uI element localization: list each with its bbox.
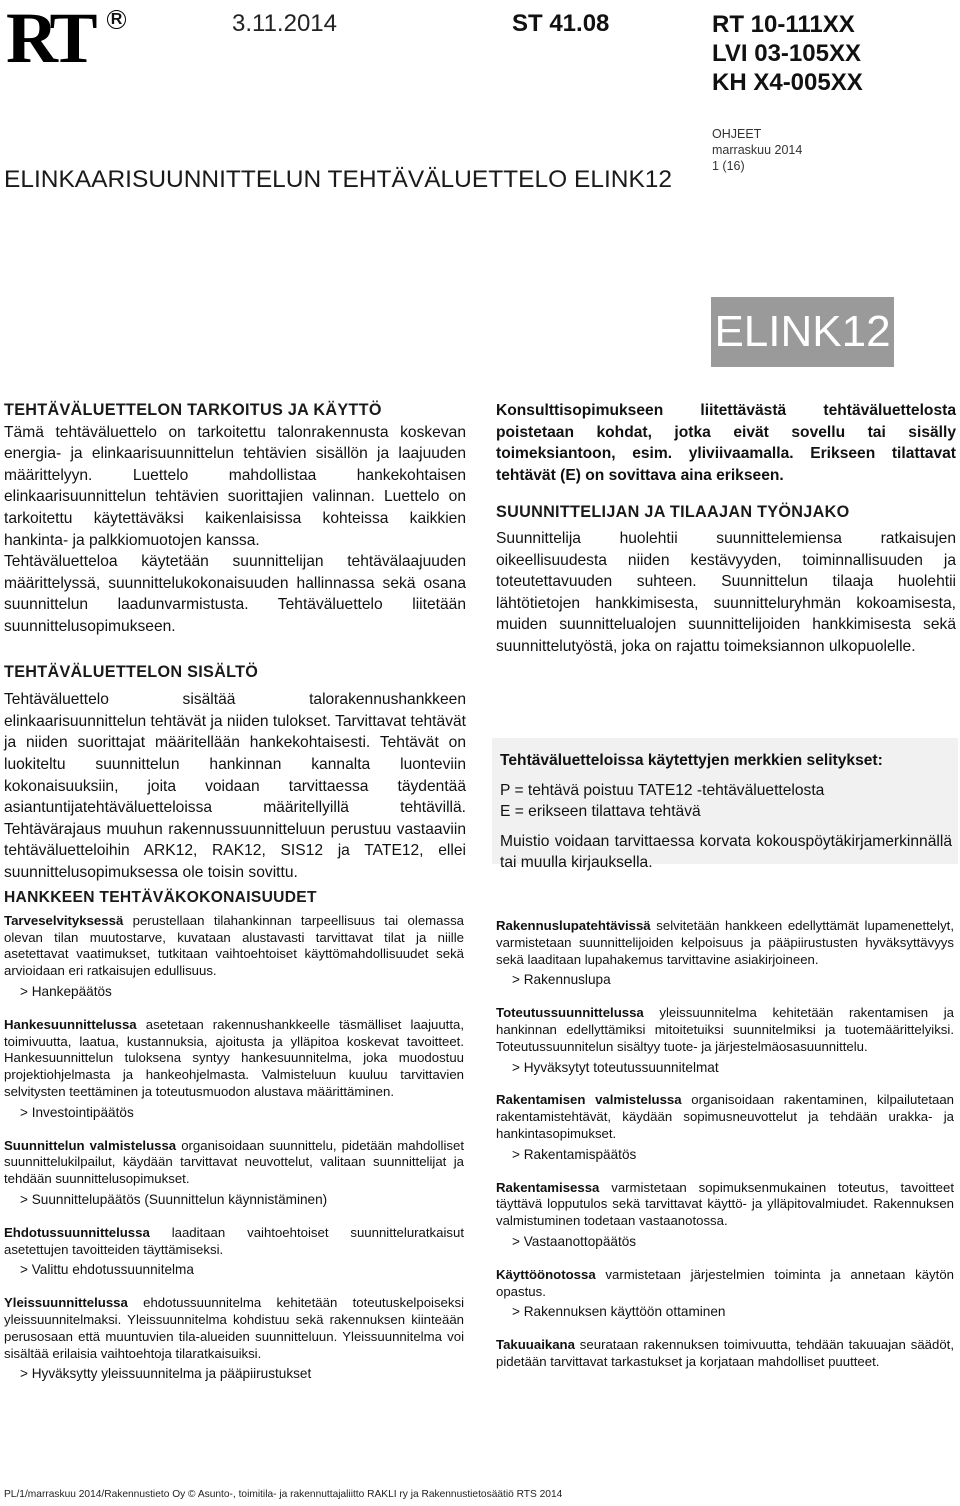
phase-term: Tarveselvityksessä: [4, 912, 124, 928]
phase-item: [496, 1267, 954, 1321]
phase-item: [496, 918, 954, 989]
phase-text: asetetaan rakennushankkeelle täsmälliset laajuutta, toimivuutta, laatua, kustannuksia, ajoitusta ja ylläpitoa koskevat tavoitteet. Hankesuunnittelun tuloksena syntyy hankesuunnitelma, joka muodostuu projektiohjelmasta ja hankeohjelmasta. Valmisteluun kuuluu tarvittavien selvitysten teettäminen ja toteutusmuodon alustava määrittäminen.: [4, 1016, 464, 1099]
phase-item: [4, 1225, 464, 1279]
phase-term: Rakentamisen valmistelussa: [496, 1092, 682, 1108]
phase-term: Yleissuunnittelussa: [4, 1295, 128, 1311]
lvi-code: LVI 03-105XX: [712, 40, 861, 67]
phase-text: organisoidaan suunnittelu, pidetään mahdolliset suunnittelukilpailut, käydään tarvittavat neuvottelut, valitaan suunnittelijat ja tehdään suunnittelusopimukset.: [4, 1137, 464, 1187]
rt-code: RT 10-111XX: [712, 11, 855, 38]
phase-decision: > Rakennuslupa: [512, 972, 611, 988]
rt-codes: [712, 10, 863, 97]
legend-content: [500, 750, 952, 874]
division-heading: SUUNNITTELIJAN JA TILAAJAN TYÖNJAKO: [496, 503, 850, 522]
st-code: ST 41.08: [512, 10, 610, 37]
phase-decision: > Rakentamispäätös: [512, 1146, 637, 1162]
phase-item: [496, 1180, 954, 1251]
phase-decision: > Suunnittelupäätös (Suunnittelun käynnistäminen): [20, 1191, 328, 1207]
phase-decision: > Rakennuksen käyttöön ottaminen: [512, 1304, 726, 1320]
document-date: 3.11.2014: [232, 10, 337, 37]
phase-text: perustellaan tilahankinnan tarpeellisuus tai olemassa olevan tilan muutostarve, kuvataan alustavasti tarvittavat tilat ja niille asetettavat vaatimukset, tutkitaan vaihtoehtoiset käyttömahdollisuudet sekä arvioidaan eri ratkaisujen edullisuus.: [4, 912, 464, 979]
doc-type: OHJEET: [712, 127, 762, 141]
phase-text: selvitetään hankkeen edellyttämät lupamenettelyt, varmistetaan suunnittelijoiden kelpoisuus ja pääpiirustusten hyväksyttävyys sekä laaditaan lupahakemus tarvittavine asiakirjoineen.: [496, 918, 954, 967]
phase-text: organisoidaan rakentaminen, kilpailutetaan rakentamistehtävät, käydään sopimusneuvottelut ja tehdään urakka- ja hankintasopimukset.: [496, 1092, 954, 1141]
purpose-paragraph-2: Tehtäväluetteloa käytetään suunnittelijan tehtävälaajuuden määrittelyssä, suunnittelukokonaisuuden hallinnassa sekä osana suunnittelun laadunvarmistusta. Tehtäväluettelo liitetään suunnittelusopimukseen.: [4, 553, 466, 635]
legend-title: Tehtäväluetteloissa käytettyjen merkkien selitykset:: [500, 752, 883, 769]
rt-logo: RT: [6, 0, 92, 78]
phase-text: varmistetaan sopimuksenmukainen toteutus, tavoitteet täyttävä lopputulos sekä tarvittavat käyttö- ja ylläpitovalmiudet. Rakennuksen valmistuminen todetaan vastaanotossa.: [496, 1179, 954, 1229]
phase-item: [496, 1005, 954, 1076]
phase-text: yleissuunnitelma kehitetään rakentamisen ja hankinnan edellyttämiksi mitoitetuiksi suunnitelmiksi ja tuotemäärittelyiksi. Toteutussuunnitelun sisältyy tuote- ja järjestelmäosasuunnittelu.: [496, 1005, 954, 1054]
phase-text: laaditaan vaihtoehtoiset suunnitteluratkaisut asetettujen tavoitteiden täyttämiseksi.: [4, 1224, 464, 1257]
legend-e-line: E = erikseen tilattava tehtävä: [500, 803, 701, 821]
legend-note: Muistio voidaan tarvittaessa korvata kokouspöytäkirjamerkinnällä tai muulla kirjauksella.: [500, 832, 952, 872]
phase-text: varmistetaan järjestelmien toiminta ja annetaan käytön opastus.: [496, 1266, 954, 1299]
phase-decision: > Hyväksytty yleissuunnitelma ja pääpiirustukset: [20, 1366, 312, 1382]
purpose-section: [4, 400, 466, 883]
phase-item: [4, 913, 464, 1001]
phase-decision: > Vastaanottopäätös: [512, 1233, 637, 1249]
phase-term: Toteutussuunnittelussa: [496, 1005, 644, 1021]
phase-decision: > Hankepäätös: [20, 983, 112, 999]
phase-term: Hankesuunnittelussa: [4, 1016, 137, 1032]
doc-month: marraskuu 2014: [712, 143, 803, 157]
elink12-badge: ELINK12: [711, 297, 894, 367]
phase-item: [496, 1337, 954, 1371]
document-title: ELINKAARISUUNNITTELUN TEHTÄVÄLUETTELO ELINK12: [4, 166, 673, 193]
phases-heading: HANKKEEN TEHTÄVÄKOKONAISUUDET: [4, 889, 317, 906]
phase-text: ehdotussuunnitelma kehitetään toteutuskelpoiseksi yleissuunnitelmaksi. Yleissuunnitelma kohdistuu sekä rakennuksen kiinteään perusosaan että muuntuvien tila-alueiden suunnitteluun. Yleissuunnitelma voi sisältää erilaisia vaihtoehtoja tilaratkaisuiksi.: [4, 1295, 464, 1361]
phase-item: [496, 1092, 954, 1163]
content-heading: TEHTÄVÄLUETTELON SISÄLTÖ: [4, 662, 259, 681]
document-meta: [712, 126, 802, 174]
purpose-paragraph-1: Tämä tehtäväluettelo on tarkoitettu talonrakennusta koskevan energia- ja elinkaarisuunnittelun tehtävien sisällön ja laajuuden määrittelyyn. Luettelo mahdollistaa hankekohtaisen elinkaarisuunnittelun tehtävien suorittajien valinnan. Luettelo on tarkoitettu käytettäväksi kaikenlaisissa kohteissa kaikkien hankinta- ja palkkiomuotojen kanssa.: [4, 423, 466, 549]
legend-p-line: P = tehtävä poistuu TATE12 -tehtäväluettelosta: [500, 781, 825, 799]
phase-item: [4, 1295, 464, 1383]
phase-term: Rakentamisessa: [496, 1179, 600, 1195]
phases-left: [4, 890, 464, 1399]
phase-text: seurataan rakennuksen toimivuutta, tehdään takuuajan säädöt, pidetään tarvittavat tarkastukset ja korjataan mahdolliset puutteet.: [496, 1337, 954, 1369]
phase-item: [4, 1138, 464, 1209]
phase-term: Käyttöönotossa: [496, 1266, 596, 1282]
phase-term: Ehdotussuunnittelussa: [4, 1224, 150, 1240]
right-intro-section: [496, 400, 956, 658]
phase-decision: > Investointipäätös: [20, 1104, 134, 1120]
phase-decision: > Valittu ehdotussuunnitelma: [20, 1262, 194, 1278]
kh-code: KH X4-005XX: [712, 69, 863, 96]
phase-term: Suunnittelun valmistelussa: [4, 1137, 177, 1153]
page-number: 1 (16): [712, 159, 745, 173]
footer-copyright: PL/1/marraskuu 2014/Rakennustieto Oy © Asunto-, toimitila- ja rakennuttajaliitto RAKLI ry ja Rakennustietosäätiö RTS 2014: [4, 1489, 563, 1500]
phase-decision: > Hyväksytyt toteutussuunnitelmat: [512, 1059, 719, 1075]
phase-item: [4, 1017, 464, 1122]
purpose-heading: TEHTÄVÄLUETTELON TARKOITUS JA KÄYTTÖ: [4, 401, 382, 419]
content-paragraph: Tehtäväluettelo sisältää talorakennushankkeen elinkaarisuunnittelun tehtävät ja niiden tulokset. Tarvittavat tehtävät ja niiden suorittajat määritellään hankekohtaisesti. Tehtävät on luokiteltu suunnittelun hankinnan kannalta luonteviin kokonaisuuksiin, joita voidaan tarvittaessa täydentää asiantuntijatehtäväluetteloissa määritellyillä tehtävillä. Tehtävärajaus muuhun rakennussuunnitteluun perustuu vastaaviin tehtäväluetteloihin ARK12, RAK12, SIS12 ja TATE12, ellei suunnittelusopimuksessa ole toisin sovittu.: [4, 691, 466, 881]
registered-mark-icon: R: [107, 10, 126, 29]
division-paragraph: Suunnittelija huolehtii suunnittelemiensa ratkaisujen oikeellisuudesta niiden kestävyyden, toiminnallisuuden ja toteutettavuuden suhteen. Suunnittelun tilaaja huolehtii lähtötietojen hankkimisesta, suunnitteluryhmän kokoamisesta, muiden suunnittelualojen suunnittelijoiden hankkimisesta sekä suunnittelutyöstä, joka on rajattu toimeksiannon ulkopuolelle.: [496, 529, 956, 655]
phases-right: [496, 918, 954, 1387]
phase-term: Rakennuslupatehtävissä: [496, 918, 651, 933]
removal-instruction: Konsulttisopimukseen liitettävästä tehtäväluettelosta poistetaan kohdat, jotka eivät sovellu tai sisälly toimeksiantoon, esim. yliviivaamalla. Erikseen tilattavat tehtävät (E) on sovittava aina erikseen.: [496, 402, 956, 484]
phase-term: Takuuaikana: [496, 1337, 575, 1353]
